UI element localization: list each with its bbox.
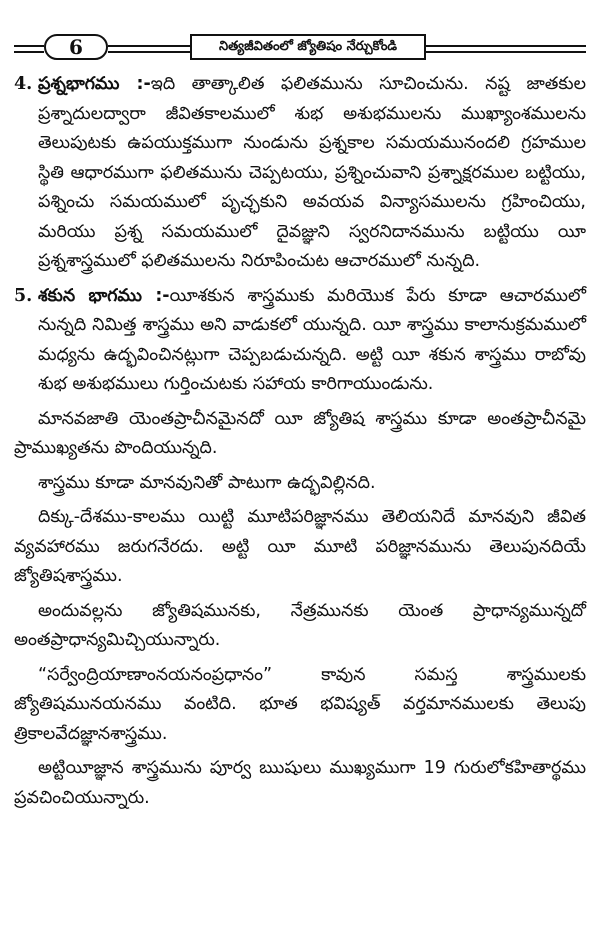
section-5-number: 5.: [14, 285, 33, 306]
page-number: 6: [44, 34, 108, 60]
header-rule-middle: [108, 45, 190, 53]
section-4-number: 4.: [14, 74, 33, 94]
paragraph-6: అట్టియీజ్ఞాన శాస్త్రమును పూర్వ ఋషులు ముఖ్యముగా 19 గురులోకహితార్థము ప్రవచించియున్నారు.: [14, 758, 586, 808]
page-body: [14, 70, 586, 813]
section-4-text: ఇది తాత్కాలిత ఫలితమును సూచించును. నష్ట జాతకుల ప్రశ్నాదులద్వారా జీవితకాలములో శుభ అశుభములను ముఖ్యాంశములను తెలుపుటకు ఉపయుక్తముగా నుండును ప్రశ్నకాల సమయమునందలి గ్రహముల స్థితి ఆధారముగా ఫలితమును చెప్పటయు, ప్రశ్నించువాని ప్రశ్నాక్షరముల బట్టియు, పశ్నించు సమయములో పృచ్ఛకుని అవయవ విన్యాసములను గ్రహించియు, మరియు ప్రశ్న సమయములో దైవజ్ఞుని స్వరనిదానమును బట్టియు యీ ప్రశ్నశాస్త్రములో ఫలితములను నిరూపించుట ఆచారములో నున్నది.: [38, 74, 586, 271]
page-header: [14, 34, 586, 60]
running-title: నిత్యజీవితంలో జ్యోతిషం నేర్చుకోండి: [190, 34, 426, 60]
paragraph-4: అందువల్లను జ్యోతిషమునకు, నేత్రమునకు యెంత ప్రాధాన్యమున్నదో అంతప్రాధాన్యమిచ్చియున్నారు.: [14, 600, 586, 650]
paragraph-1: మానవజాతి యెంతప్రాచీనమైనదో యీ జ్యోతిష శాస్త్రము కూడా అంతప్రాచీనమై ప్రాముఖ్యతను పొందియున్నది.: [14, 408, 586, 458]
paragraph-3: దిక్కు-దేశము-కాలము యిట్టి మూటిపరిజ్ఞానము తెలియనిదే మానవుని జీవిత వ్యవహారము జరుగనేరదు. అట్టి యీ మూటి పరిజ్ఞానమును తెలుపునదియే జ్యోతిషశాస్త్రము.: [14, 507, 586, 586]
section-5-text: యీశకున శాస్త్రముకు మరియొక పేరు కూడా ఆచారములో నున్నది నిమిత్త శాస్త్రము అని వాడుకలో యున్నది. యీ శాస్త్రము కాలానుక్రమములో మధ్యను ఉద్భవించినట్లుగా చెప్పబడుచున్నది. అట్టి యీ శకున శాస్త్రము రాబోవు శుభ అశుభములు గుర్తించుటకు సహాయ కారిగాయుండును.: [38, 285, 586, 394]
section-4: [14, 70, 586, 277]
header-rule-left: [14, 45, 44, 53]
header-rule-right: [426, 45, 586, 53]
section-5: [14, 282, 586, 400]
section-5-heading: శకున భాగము :-: [38, 285, 170, 306]
paragraph-2: శాస్త్రము కూడా మానవునితో పాటుగా ఉద్భవిల్లినది.: [38, 472, 376, 493]
paragraph-5: “సర్వేంద్రియాణాంనయనంప్రధానం” కావున సమస్త శాస్త్రములకు జ్యోతిషమునయనము వంటిది. భూత భవిష్యత్ వర్తమానములకు తెలుపు త్రికాలవేదజ్ఞానశాస్త్రము.: [14, 664, 586, 744]
section-4-heading: ప్రశ్నభాగము :-: [38, 74, 151, 94]
